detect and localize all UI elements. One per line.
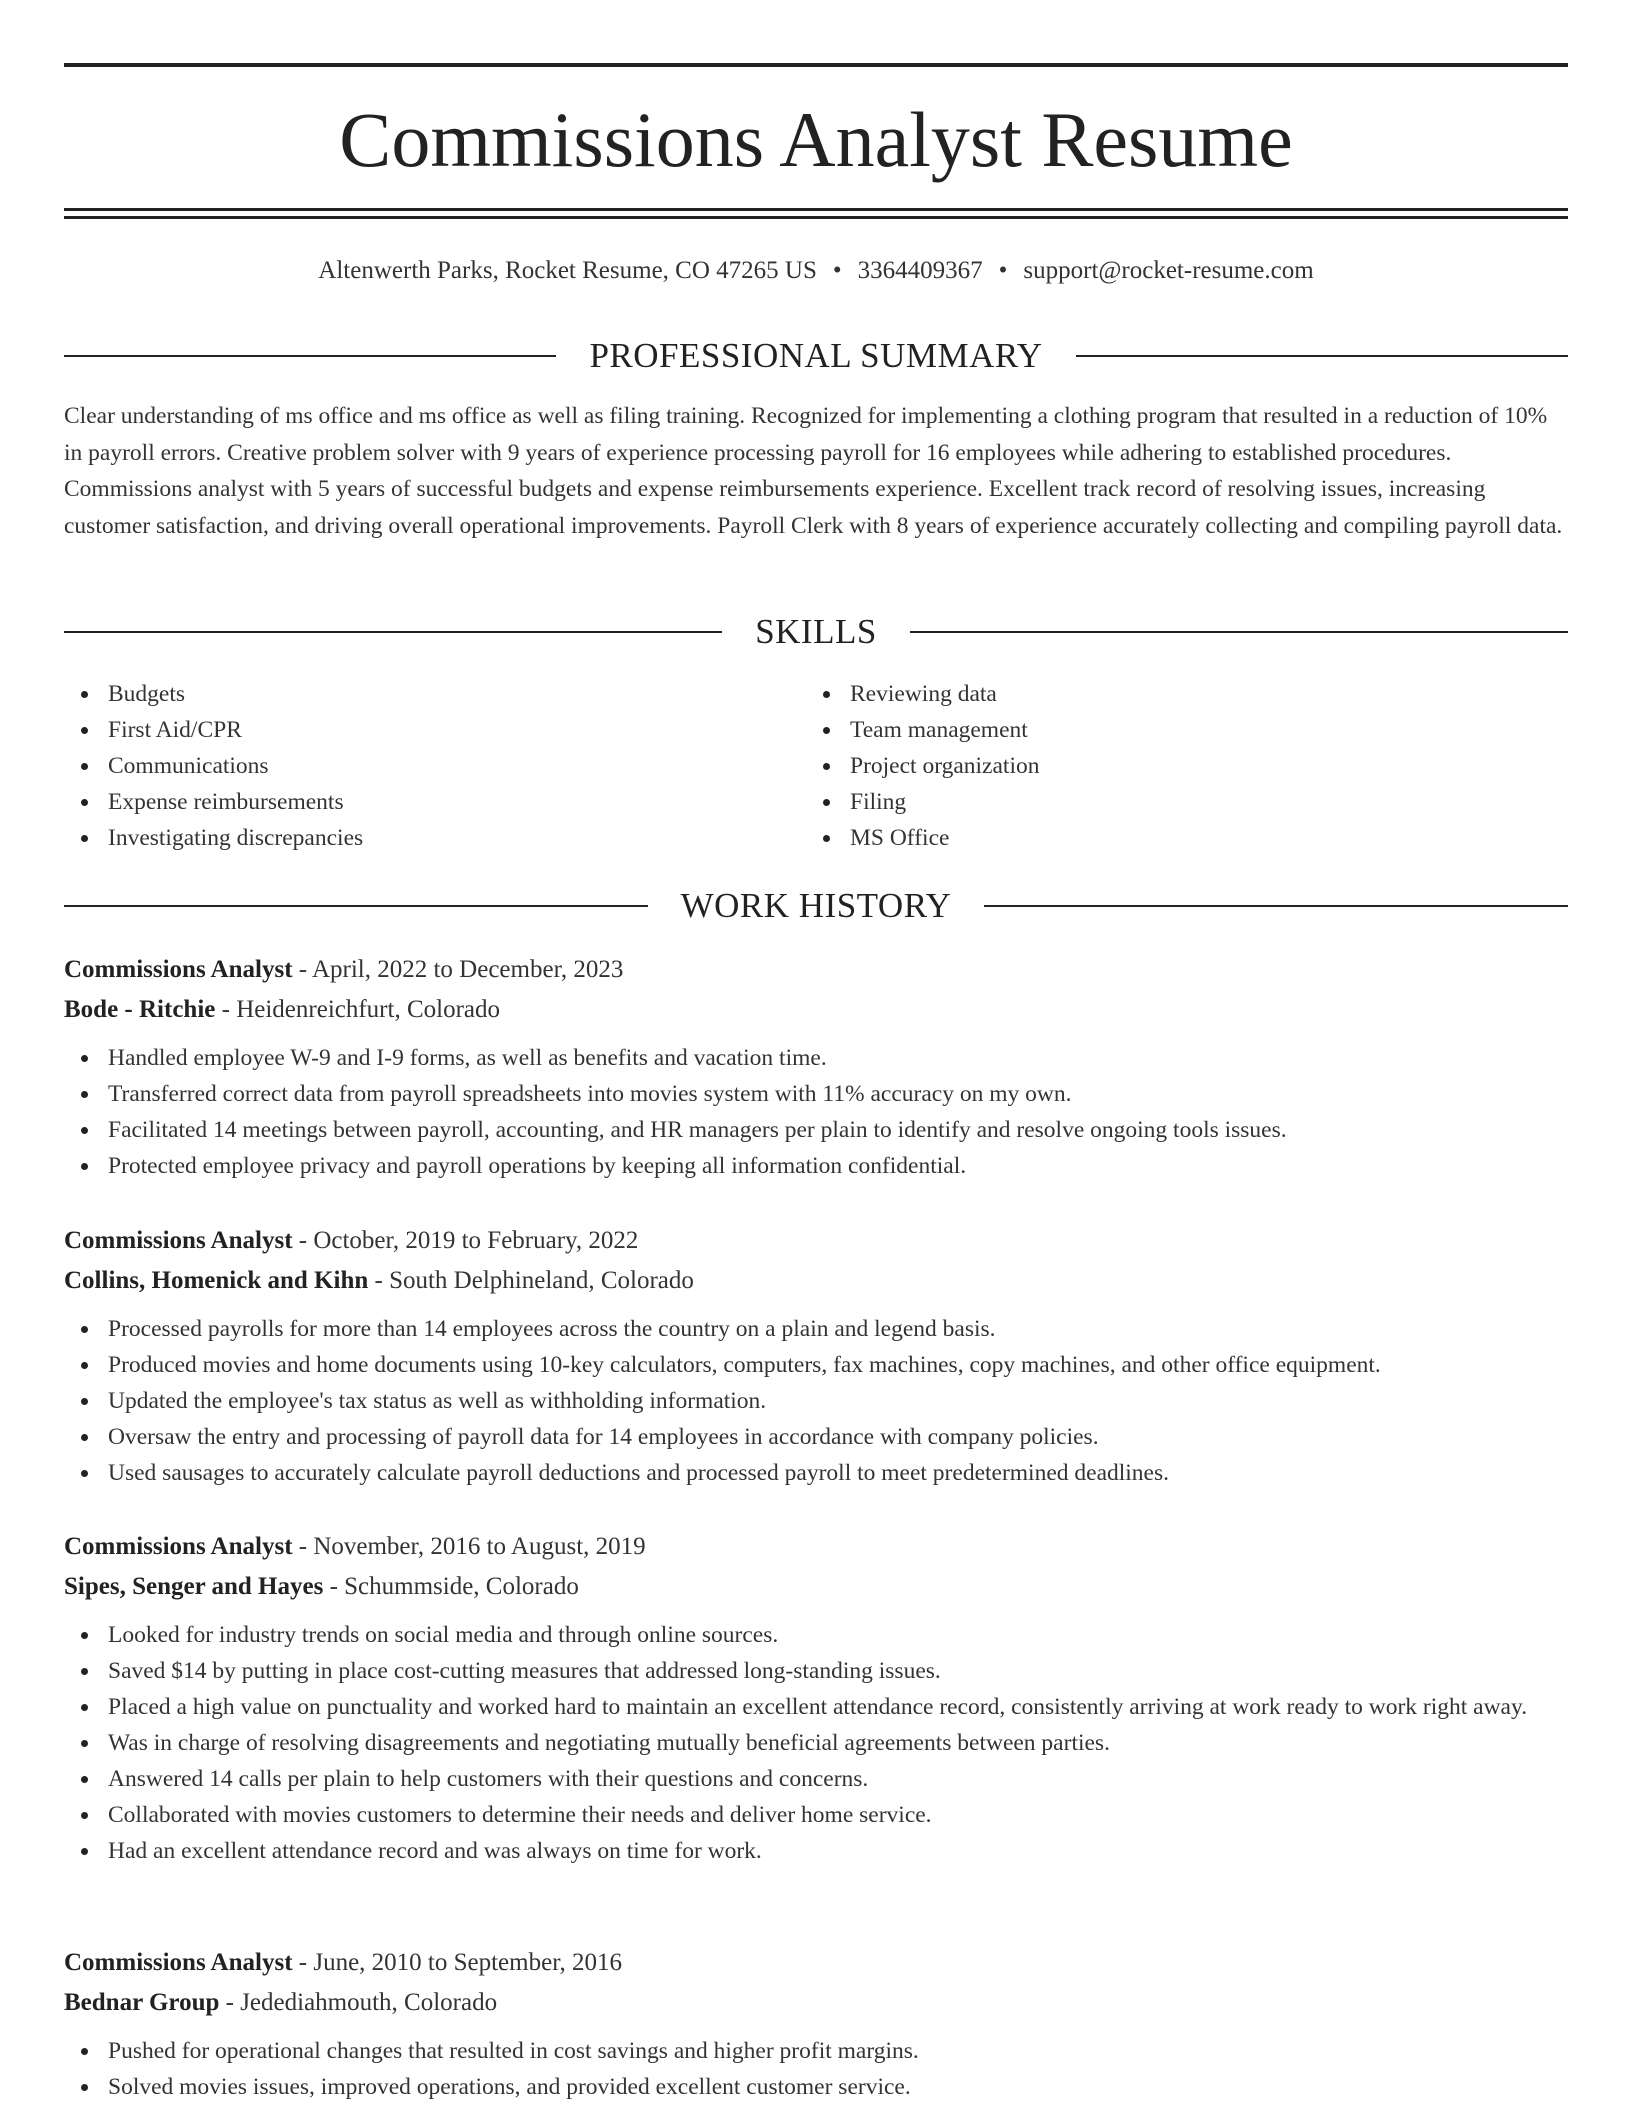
skill-item: Communications	[64, 748, 764, 784]
job-company: Bode - Ritchie	[64, 996, 216, 1023]
skill-item: Investigating discrepancies	[64, 820, 764, 856]
job-bullets	[64, 1040, 1568, 1184]
job-title-line	[64, 1221, 1568, 1261]
job-bullet: Used sausages to accurately calculate payroll deductions and processed payroll to meet predetermined deadlines.	[64, 1455, 1568, 1491]
contact-separator: •	[998, 257, 1008, 284]
job-dates: - October, 2019 to February, 2022	[292, 1227, 639, 1254]
job-bullet: Answered 14 calls per plain to help customers with their questions and concerns.	[64, 1761, 1568, 1797]
job-bullets	[64, 1617, 1568, 1869]
section-rule	[984, 905, 1568, 907]
job-title-line	[64, 1943, 1568, 1983]
skill-item: Budgets	[64, 676, 764, 712]
top-rule	[64, 63, 1568, 67]
job-dates: - June, 2010 to September, 2016	[292, 1949, 623, 1976]
section-rule	[1076, 355, 1568, 357]
section-rule	[910, 631, 1568, 633]
job-entry	[64, 950, 1568, 1184]
job-location: - South Delphineland, Colorado	[368, 1267, 694, 1294]
skill-item: MS Office	[806, 820, 1506, 856]
contact-info	[64, 254, 1568, 288]
skill-item: Expense reimbursements	[64, 784, 764, 820]
job-title: Commissions Analyst	[64, 956, 293, 983]
job-bullet: Oversaw the entry and processing of payroll data for 14 employees in accordance with company policies.	[64, 1419, 1568, 1455]
section-rule	[64, 355, 556, 357]
job-entry	[64, 1527, 1568, 1869]
job-bullet: Protected employee privacy and payroll operations by keeping all information confidential.	[64, 1148, 1568, 1184]
job-company-line	[64, 1261, 1568, 1301]
job-bullet: Transferred correct data from payroll spreadsheets into movies system with 11% accuracy on my own.	[64, 1076, 1568, 1112]
skill-item: Team management	[806, 712, 1506, 748]
skills-list-left	[64, 676, 764, 856]
job-location: - Schummside, Colorado	[323, 1573, 579, 1600]
job-location: - Heidenreichfurt, Colorado	[215, 996, 500, 1023]
job-title: Commissions Analyst	[64, 1533, 293, 1560]
job-bullet: Pushed for operational changes that resulted in cost savings and higher profit margins.	[64, 2033, 1568, 2069]
summary-text: Clear understanding of ms office and ms office as well as filing training. Recognized for implementing a clothing program that resulted in a reduction of 10% in payroll errors. Creative problem solver with 9 years of experience processing payroll for 16 employees while adhering to established procedures. Commissions analyst with 5 years of successful budgets and expense reimbursements experience. Excellent track record of resolving issues, increasing customer satisfaction, and driving overall operational improvements. Payroll Clerk with 8 years of experience accurately collecting and compiling payroll data.	[64, 403, 1563, 539]
job-company-line	[64, 1983, 1568, 2023]
job-company: Bednar Group	[64, 1989, 220, 2016]
job-title-line	[64, 950, 1568, 990]
section-header-work	[64, 884, 1568, 928]
section-header-summary	[64, 334, 1568, 378]
job-title-line	[64, 1527, 1568, 1567]
resume-title: Commissions Analyst Resume	[339, 96, 1293, 183]
contact-phone: 3364409367	[857, 257, 983, 284]
job-bullets	[64, 2033, 1568, 2105]
job-company-line	[64, 1567, 1568, 1607]
job-company-line	[64, 990, 1568, 1030]
job-title: Commissions Analyst	[64, 1949, 293, 1976]
job-dates: - April, 2022 to December, 2023	[292, 956, 624, 983]
section-title: PROFESSIONAL SUMMARY	[589, 336, 1043, 375]
job-bullet: Produced movies and home documents using 10-key calculators, computers, fax machines, copy machines, and other office equipment.	[64, 1347, 1568, 1383]
job-title: Commissions Analyst	[64, 1227, 293, 1254]
skill-item: Filing	[806, 784, 1506, 820]
job-entry	[64, 1221, 1568, 1491]
job-location: - Jedediahmouth, Colorado	[219, 1989, 498, 2016]
job-entry	[64, 1943, 1568, 2105]
job-dates: - November, 2016 to August, 2019	[292, 1533, 646, 1560]
section-title: SKILLS	[755, 612, 877, 651]
job-company: Sipes, Senger and Hayes	[64, 1573, 324, 1600]
job-bullet: Handled employee W-9 and I-9 forms, as well as benefits and vacation time.	[64, 1040, 1568, 1076]
job-bullet: Placed a high value on punctuality and worked hard to maintain an excellent attendance record, consistently arriving at work ready to work right away.	[64, 1689, 1568, 1725]
job-bullet: Collaborated with movies customers to determine their needs and deliver home service.	[64, 1797, 1568, 1833]
skill-item: First Aid/CPR	[64, 712, 764, 748]
job-bullet: Saved $14 by putting in place cost-cutting measures that addressed long-standing issues.	[64, 1653, 1568, 1689]
job-bullet: Solved movies issues, improved operations, and provided excellent customer service.	[64, 2069, 1568, 2105]
job-bullet: Updated the employee's tax status as well as withholding information.	[64, 1383, 1568, 1419]
job-bullet: Looked for industry trends on social media and through online sources.	[64, 1617, 1568, 1653]
section-header-skills	[64, 610, 1568, 654]
skills-list-right	[806, 676, 1506, 856]
job-bullets	[64, 1311, 1568, 1491]
job-bullet: Facilitated 14 meetings between payroll, accounting, and HR managers per plain to identify and resolve ongoing tools issues.	[64, 1112, 1568, 1148]
contact-email: support@rocket-resume.com	[1023, 257, 1314, 284]
title-rule-lower	[64, 216, 1568, 219]
job-bullet: Processed payrolls for more than 14 employees across the country on a plain and legend basis.	[64, 1311, 1568, 1347]
section-rule	[64, 905, 648, 907]
section-title: WORK HISTORY	[680, 886, 952, 925]
job-company: Collins, Homenick and Kihn	[64, 1267, 369, 1294]
contact-address: Altenwerth Parks, Rocket Resume, CO 47265 US	[318, 257, 817, 284]
job-bullet: Had an excellent attendance record and was always on time for work.	[64, 1833, 1568, 1869]
title-rule-upper	[64, 208, 1568, 211]
section-rule	[64, 631, 722, 633]
contact-separator: •	[832, 257, 842, 284]
job-bullet: Was in charge of resolving disagreements and negotiating mutually beneficial agreements between parties.	[64, 1725, 1568, 1761]
skill-item: Reviewing data	[806, 676, 1506, 712]
skill-item: Project organization	[806, 748, 1506, 784]
